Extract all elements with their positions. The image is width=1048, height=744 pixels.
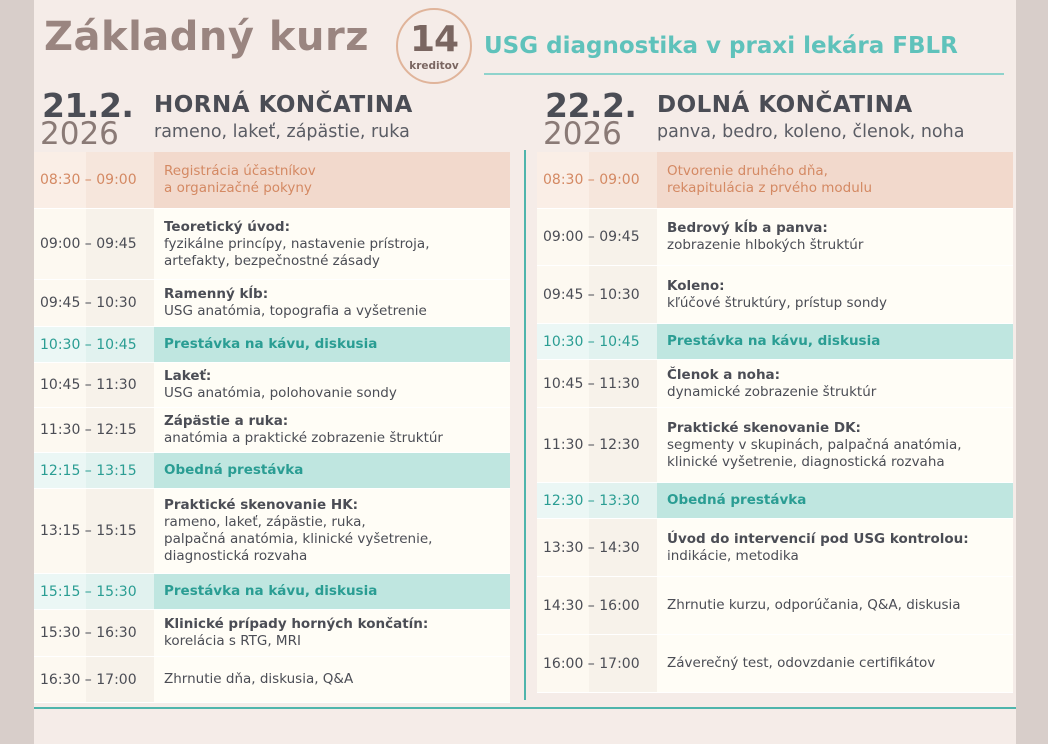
start-time: 13:15 [40, 523, 81, 539]
session-line: kľúčové štruktúry, prístup sondy [667, 294, 887, 311]
credits-label: kreditov [409, 60, 459, 72]
session-line: USG anatómia, topografia a vyšetrenie [164, 303, 427, 319]
end-time: 11:30 [96, 377, 137, 393]
day-year: 2026 [40, 116, 119, 152]
day-1-schedule [34, 152, 510, 703]
schedule-row [537, 266, 1013, 324]
time-range [537, 483, 657, 518]
end-time: 10:30 [599, 286, 640, 303]
session-title: Lakeť: [164, 368, 212, 384]
time-range [537, 360, 657, 407]
session-content [154, 574, 510, 609]
time-dash: – [583, 437, 600, 453]
session-title: Praktické skenovanie HK: [164, 497, 359, 513]
session-line: Otvorenie druhého dňa, [667, 163, 828, 179]
time-range [34, 408, 154, 452]
session-content [657, 266, 1013, 323]
time-dash: – [583, 229, 600, 245]
session-content [657, 577, 1013, 634]
end-time: 15:30 [96, 583, 137, 600]
start-time: 14:30 [543, 597, 584, 614]
start-time: 16:00 [543, 655, 584, 672]
start-time: 09:00 [40, 236, 81, 252]
time-range [34, 574, 154, 609]
session-line: Registrácia účastníkov [164, 163, 316, 179]
time-dash: – [80, 583, 97, 600]
column-divider [524, 150, 526, 700]
break-row [34, 453, 510, 489]
schedule-row [34, 280, 510, 327]
time-range [537, 635, 657, 692]
intro-row [34, 152, 510, 209]
session-line: korelácia s RTG, MRI [164, 633, 301, 649]
time-range [34, 453, 154, 488]
header-divider [484, 73, 1004, 75]
end-time: 17:00 [96, 671, 137, 688]
session-content [154, 610, 510, 656]
time-dash: – [80, 336, 97, 353]
break-row [537, 324, 1013, 360]
start-time: 12:30 [543, 492, 584, 509]
time-range [34, 363, 154, 407]
day-parts: panva, bedro, koleno, členok, noha [657, 122, 965, 142]
schedule-row [537, 635, 1013, 693]
start-time: 11:30 [40, 422, 81, 438]
session-title: Zápästie a ruka: [164, 413, 289, 429]
day-parts: rameno, lakeť, zápästie, ruka [154, 122, 410, 142]
start-time: 08:30 [40, 172, 81, 188]
session-line: Prestávka na kávu, diskusia [164, 583, 378, 599]
session-content [154, 152, 510, 208]
session-line: zobrazenie hlbokých štruktúr [667, 237, 864, 253]
schedule-row [34, 209, 510, 280]
start-time: 10:45 [543, 375, 584, 392]
time-range [537, 577, 657, 634]
time-dash: – [583, 539, 600, 556]
time-dash: – [583, 492, 600, 509]
end-time: 12:15 [96, 422, 137, 438]
start-time: 15:30 [40, 625, 81, 641]
session-title: Praktické skenovanie DK: [667, 419, 861, 436]
time-range [537, 519, 657, 576]
break-row [537, 483, 1013, 519]
session-title: Ramenný kĺb: [164, 286, 269, 302]
session-content [154, 327, 510, 362]
session-content [657, 209, 1013, 265]
session-content [154, 489, 510, 573]
schedule-row [537, 209, 1013, 266]
session-title: Klinické prípady horných končatín: [164, 616, 429, 632]
end-time: 13:15 [96, 462, 137, 479]
day-year: 2026 [543, 116, 622, 152]
time-dash: – [80, 422, 97, 438]
session-content [657, 360, 1013, 407]
credits-number: 14 [409, 19, 459, 60]
session-content [657, 483, 1013, 518]
session-title: Úvod do intervencií pod USG kontrolou: [667, 530, 969, 547]
time-range [34, 610, 154, 656]
session-title: Členok a noha: [667, 366, 781, 383]
end-time: 16:00 [599, 597, 640, 614]
time-range [34, 657, 154, 702]
time-dash: – [80, 295, 97, 311]
end-time: 11:30 [599, 375, 640, 392]
session-content [657, 408, 1013, 482]
time-dash: – [583, 286, 600, 303]
session-line: Obedná prestávka [164, 462, 304, 478]
start-time: 11:30 [543, 437, 584, 453]
course-page [34, 0, 1016, 744]
time-range [34, 152, 154, 208]
time-range [537, 408, 657, 482]
end-time: 17:00 [599, 655, 640, 672]
time-range [537, 324, 657, 359]
start-time: 15:15 [40, 583, 81, 600]
start-time: 09:45 [543, 286, 584, 303]
day-region: HORNÁ KONČATINA [154, 92, 413, 118]
credits-badge [396, 8, 472, 84]
end-time: 12:30 [599, 437, 640, 453]
course-title: Základný kurz [44, 14, 369, 60]
session-content [154, 408, 510, 452]
session-title: Teoretický úvod: [164, 218, 290, 235]
footer-divider [34, 707, 1016, 709]
session-line: Záverečný test, odovzdanie certifikátov [667, 655, 936, 671]
end-time: 10:45 [96, 336, 137, 353]
start-time: 08:30 [543, 172, 584, 188]
end-time: 09:00 [599, 172, 640, 188]
time-dash: – [583, 375, 600, 392]
schedule-row [34, 489, 510, 574]
session-line: indikácie, metodika [667, 547, 799, 564]
session-content [657, 324, 1013, 359]
time-range [537, 152, 657, 208]
day-2-schedule [537, 152, 1013, 693]
schedule-row [537, 408, 1013, 483]
time-dash: – [80, 671, 97, 688]
schedule-row [537, 360, 1013, 408]
session-line: Prestávka na kávu, diskusia [667, 333, 881, 349]
end-time: 14:30 [599, 539, 640, 556]
session-title: Bedrový kĺb a panva: [667, 220, 828, 236]
end-time: 15:15 [96, 523, 137, 539]
start-time: 16:30 [40, 671, 81, 688]
session-line: segmenty v skupinách, palpačná anatómia, [667, 436, 962, 453]
end-time: 16:30 [96, 625, 137, 641]
end-time: 09:00 [96, 172, 137, 188]
schedule-row [537, 577, 1013, 635]
time-range [537, 209, 657, 265]
start-time: 10:30 [40, 336, 81, 353]
end-time: 09:45 [599, 229, 640, 245]
time-range [537, 266, 657, 323]
start-time: 10:45 [40, 377, 81, 393]
time-dash: – [583, 597, 600, 614]
session-line: rekapitulácia z prvého modulu [667, 180, 873, 196]
session-content [154, 453, 510, 488]
session-content [154, 657, 510, 702]
end-time: 10:45 [599, 333, 640, 350]
session-line: Prestávka na kávu, diskusia [164, 336, 378, 352]
time-dash: – [80, 523, 97, 539]
course-subtitle: USG diagnostika v praxi lekára FBLR [484, 33, 958, 59]
time-dash: – [80, 172, 97, 188]
schedule-row [537, 519, 1013, 577]
schedule-row [34, 657, 510, 703]
start-time: 09:00 [543, 229, 584, 245]
session-line: fyzikálne princípy, nastavenie prístroja, [164, 235, 430, 252]
break-row [34, 327, 510, 363]
session-content [154, 280, 510, 326]
session-line: rameno, lakeť, zápästie, ruka, [164, 514, 366, 530]
session-content [657, 635, 1013, 692]
session-content [154, 363, 510, 407]
session-line: Obedná prestávka [667, 492, 807, 508]
time-dash: – [80, 625, 97, 641]
start-time: 09:45 [40, 295, 81, 311]
break-row [34, 574, 510, 610]
session-content [657, 152, 1013, 208]
session-line: palpačná anatómia, klinické vyšetrenie, [164, 531, 433, 547]
intro-row [537, 152, 1013, 209]
day-date: 21.2. [42, 86, 134, 125]
end-time: 10:30 [96, 295, 137, 311]
session-content [154, 209, 510, 279]
time-dash: – [583, 655, 600, 672]
schedule-row [34, 408, 510, 453]
time-dash: – [80, 377, 97, 393]
day-region: DOLNÁ KONČATINA [657, 92, 913, 118]
time-dash: – [583, 172, 600, 188]
time-range [34, 327, 154, 362]
start-time: 12:15 [40, 462, 81, 479]
session-line: a organizačné pokyny [164, 180, 312, 196]
session-line: Zhrnutie dňa, diskusia, Q&A [164, 671, 354, 687]
session-line: Zhrnutie kurzu, odporúčania, Q&A, diskusia [667, 597, 961, 613]
start-time: 10:30 [543, 333, 584, 350]
time-range [34, 280, 154, 326]
session-line: klinické vyšetrenie, diagnostická rozvaha [667, 453, 945, 470]
session-line: diagnostická rozvaha [164, 548, 308, 564]
start-time: 13:30 [543, 539, 584, 556]
time-dash: – [80, 462, 97, 479]
session-line: dynamické zobrazenie štruktúr [667, 383, 877, 400]
time-dash: – [583, 333, 600, 350]
time-dash: – [80, 236, 97, 252]
session-line: artefakty, bezpečnostné zásady [164, 252, 380, 269]
session-content [657, 519, 1013, 576]
session-line: USG anatómia, polohovanie sondy [164, 385, 397, 401]
time-range [34, 489, 154, 573]
day-date: 22.2. [545, 86, 637, 125]
session-title: Koleno: [667, 277, 725, 294]
end-time: 13:30 [599, 492, 640, 509]
schedule-row [34, 610, 510, 657]
time-range [34, 209, 154, 279]
schedule-row [34, 363, 510, 408]
session-line: anatómia a praktické zobrazenie štruktúr [164, 430, 443, 446]
end-time: 09:45 [96, 236, 137, 252]
